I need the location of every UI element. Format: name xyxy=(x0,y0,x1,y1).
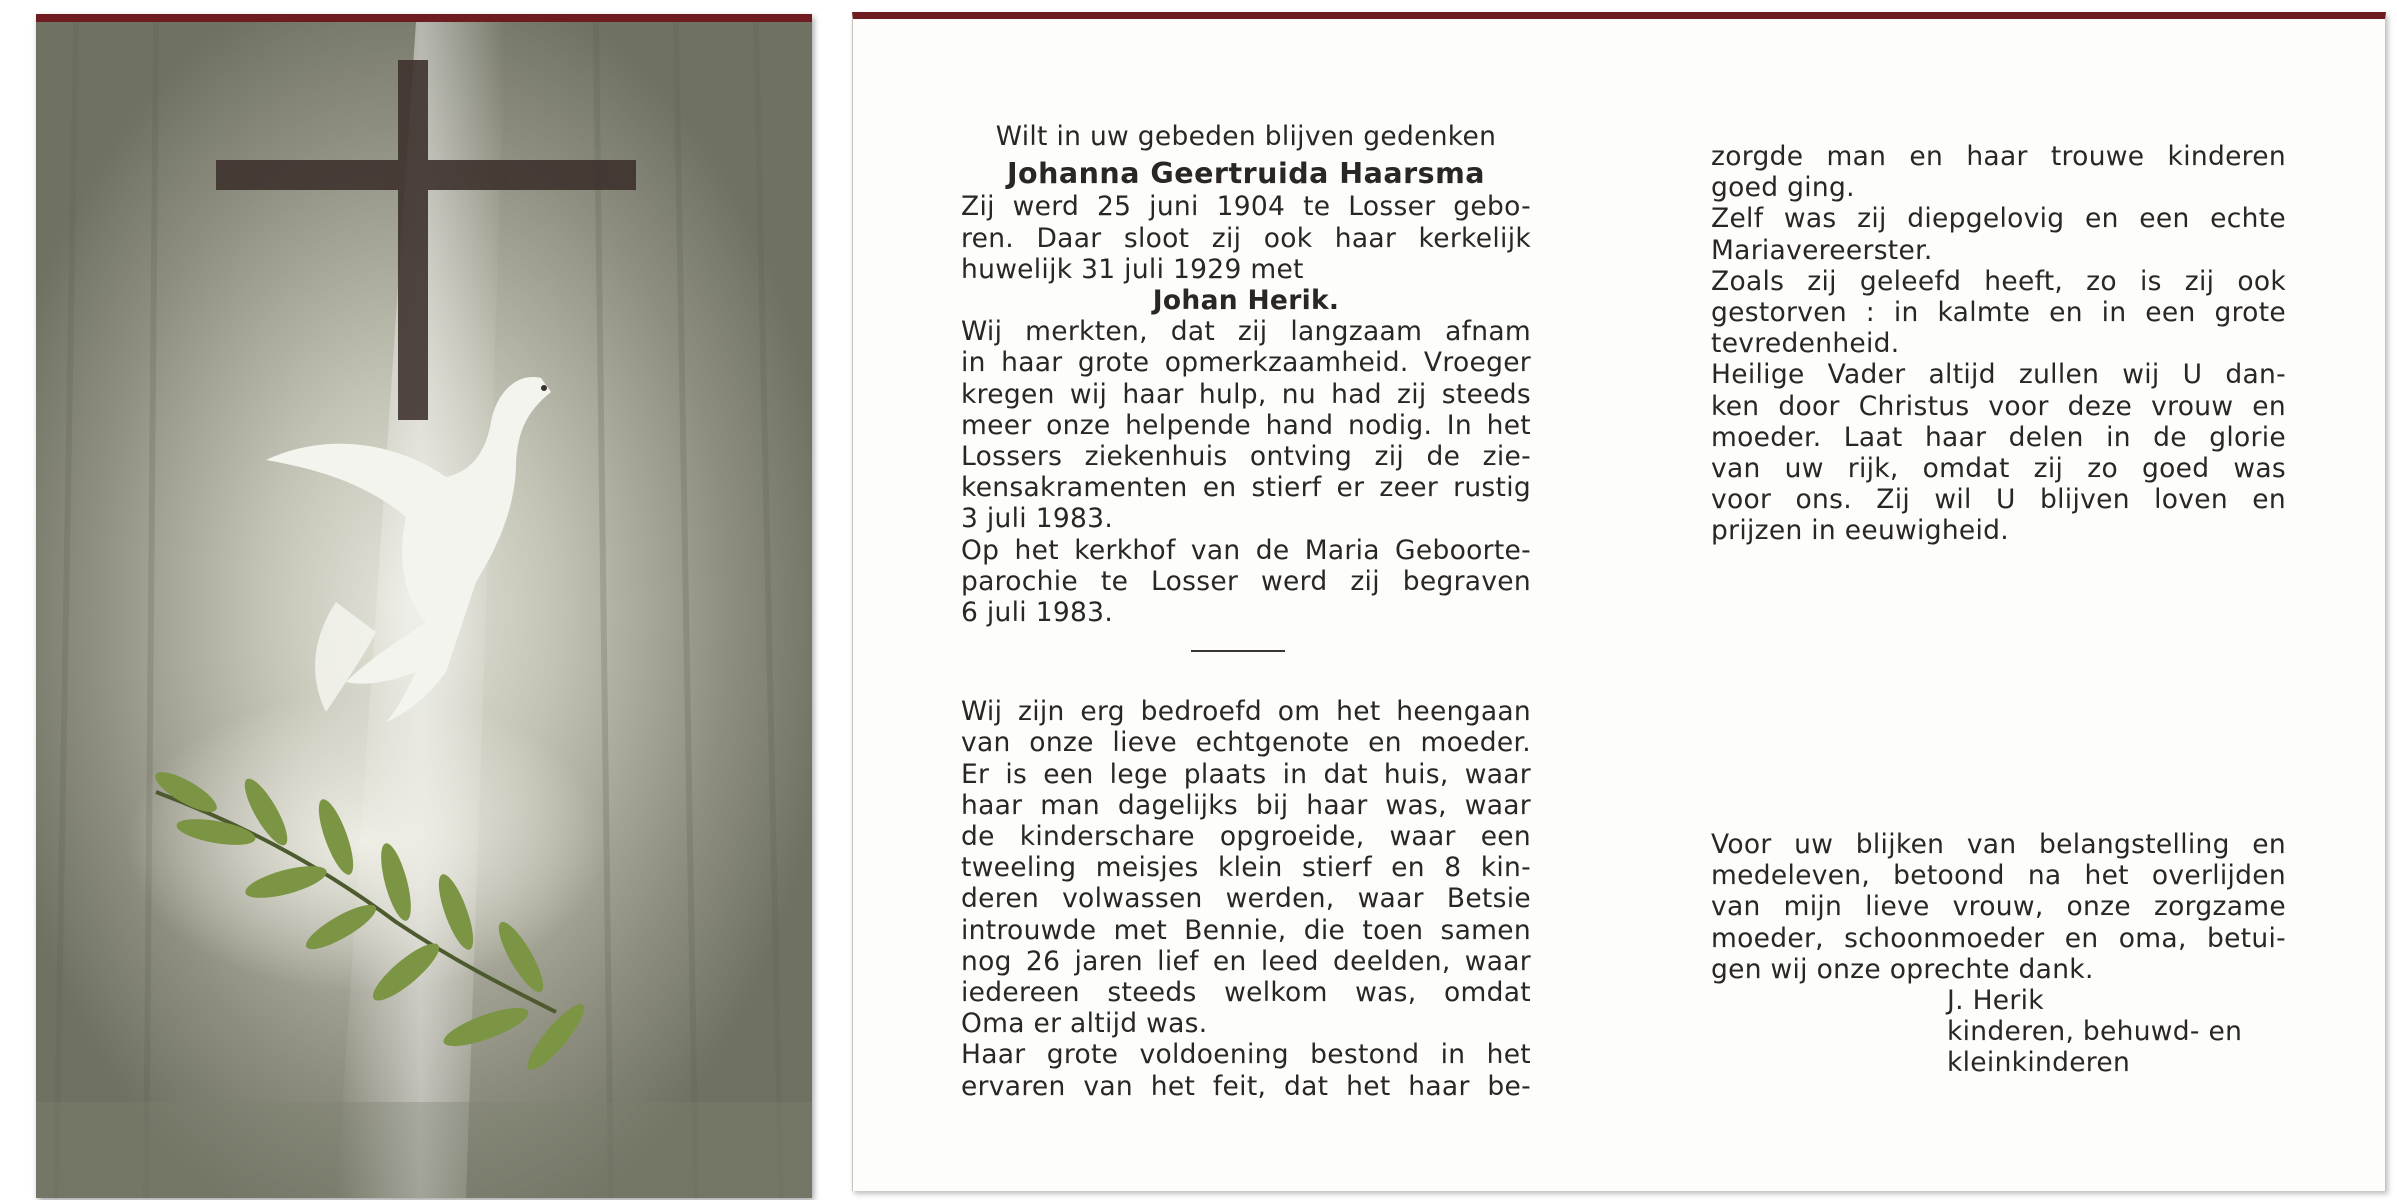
text-line: de kinderschare opgroeide, waar een xyxy=(961,821,1531,853)
text-line: Er is een lege plaats in dat huis, waar xyxy=(961,758,1531,790)
text-line: Lossers ziekenhuis ontving zij de zie- xyxy=(961,441,1531,473)
text-line: medeleven, betoond na het overlijden xyxy=(1711,860,2286,892)
text-line: Zelf was zij diepgelovig en een echte xyxy=(1711,203,2286,235)
text-line: moeder. Laat haar delen in de glorie xyxy=(1711,421,2286,453)
text-line: kensakramenten en stierf er zeer rustig xyxy=(961,472,1531,504)
deceased-name: Johanna Geertruida Haarsma xyxy=(1006,157,1486,191)
right-column xyxy=(1711,141,2286,547)
text-line: 3 juli 1983. xyxy=(961,503,1114,535)
text-line: ervaren van het feit, dat het haar be- xyxy=(961,1070,1531,1102)
text-line: tweeling meisjes klein stierf en 8 kin- xyxy=(961,852,1531,884)
signature-line: kleinkinderen xyxy=(1947,1047,2131,1079)
text-line: in haar grote opmerkzaamheid. Vroeger xyxy=(961,347,1531,379)
memorial-picture xyxy=(36,14,812,1198)
text-line: Oma er altijd was. xyxy=(961,1008,1208,1040)
thanks-block xyxy=(1711,829,2286,1079)
text-line: Wij merkten, dat zij langzaam afnam xyxy=(961,316,1531,348)
text-line: voor ons. Zij wil U blijven loven en xyxy=(1711,484,2286,516)
signature-line: J. Herik xyxy=(1947,985,2044,1017)
text-line: introuwde met Bennie, die toen samen xyxy=(961,914,1531,946)
text-line: prijzen in eeuwigheid. xyxy=(1711,515,2010,547)
text-line: haar man dagelijks bij haar was, waar xyxy=(961,789,1531,821)
text-line: deren volwassen werden, waar Betsie xyxy=(961,883,1531,915)
text-line: Heilige Vader altijd zullen wij U dan- xyxy=(1711,359,2286,391)
text-line: parochie te Losser werd zij begraven xyxy=(961,565,1531,597)
text-line: Voor uw blijken van belangstelling en xyxy=(1711,829,2286,860)
divider xyxy=(1191,650,1285,652)
text-line: huwelijk 31 juli 1929 met xyxy=(961,253,1304,285)
text-line: Mariavereerster. xyxy=(1711,234,1933,266)
text-line: iedereen steeds welkom was, omdat xyxy=(961,977,1531,1009)
text-line: van onze lieve echtgenote en moeder. xyxy=(961,727,1531,759)
text-line: van mijn lieve vrouw, onze zorgzame xyxy=(1711,891,2286,923)
text-line: gestorven : in kalmte en in een grote xyxy=(1711,297,2286,329)
text-line: tevredenheid. xyxy=(1711,328,1900,360)
text-line: gen wij onze oprechte dank. xyxy=(1711,953,2094,985)
text-line: Op het kerkhof van de Maria Geboorte- xyxy=(961,534,1531,566)
text-line: moeder, schoonmoeder en oma, betui- xyxy=(1711,922,2286,954)
intro-line: Wilt in uw gebeden blijven gedenken xyxy=(995,121,1497,152)
text-line: goed ging. xyxy=(1711,172,1855,204)
memorial-text-card xyxy=(852,12,2386,1191)
signature-line: kinderen, behuwd- en xyxy=(1947,1016,2243,1048)
text-line: van uw rijk, omdat zij zo goed was xyxy=(1711,453,2286,485)
text-line: meer onze helpende hand nodig. In het xyxy=(961,409,1531,441)
text-line: 6 juli 1983. xyxy=(961,597,1114,629)
text-line: Haar grote voldoening bestond in het xyxy=(961,1039,1531,1071)
text-line: Zoals zij geleefd heeft, zo is zij ook xyxy=(1711,265,2286,297)
left-column xyxy=(961,121,1531,1102)
text-line: kregen wij haar hulp, nu had zij steeds xyxy=(961,378,1531,410)
spouse-name: Johan Herik. xyxy=(1152,285,1340,317)
text-line: nog 26 jaren lief en leed deelden, waar xyxy=(961,945,1531,977)
text-line: ken door Christus voor deze vrouw en xyxy=(1711,390,2286,422)
memorial-illustration xyxy=(36,22,812,1198)
text-line: zorgde man en haar trouwe kinderen xyxy=(1711,141,2286,172)
text-line: ren. Daar sloot zij ook haar kerkelijk xyxy=(961,222,1531,254)
text-line: Zij werd 25 juni 1904 te Losser gebo- xyxy=(961,191,1531,223)
text-line: Wij zijn erg bedroefd om het heengaan xyxy=(961,696,1531,728)
